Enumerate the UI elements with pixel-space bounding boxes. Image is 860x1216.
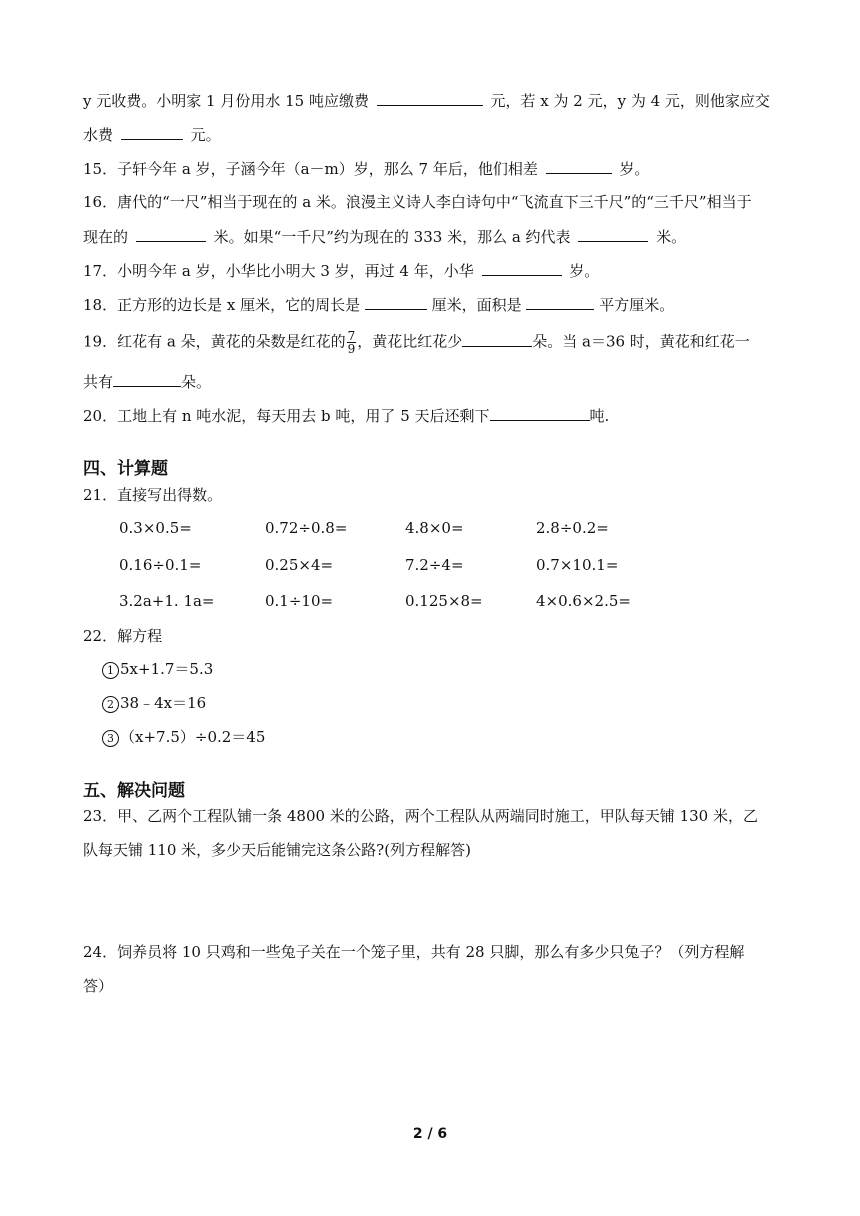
q23-text-b: 队每天铺 110 米，多少天后能铺完这条公路?(列方程解答) [83, 841, 471, 859]
equation-text: 38﹣4x＝16 [120, 694, 207, 712]
calc-item: 0.1÷10= [265, 592, 334, 610]
answer-blank[interactable] [462, 331, 532, 347]
q24-text-a: 24．饲养员将 10 只鸡和一些兔子关在一个笼子里，共有 28 只脚，那么有多少只兔子？（列方程解 [83, 943, 745, 961]
q14-line2 [83, 124, 221, 145]
question-16-line2 [83, 226, 686, 247]
question-21-prompt [83, 485, 222, 505]
calc-item: 4×0.6×2.5= [536, 592, 631, 610]
q19-text-d: 共有 [83, 373, 114, 391]
q19-text-c: 朵。当 a＝36 时，黄花和红花一 [532, 332, 750, 351]
calc-item: 0.3×0.5= [119, 519, 192, 537]
calc-item: 0.125×8= [405, 592, 483, 610]
question-22-prompt [83, 626, 162, 646]
q17-text-a: 17．小明今年 a 岁，小华比小明大 3 岁，再过 4 年，小华 [83, 262, 474, 280]
q18-text-b: 厘米，面积是 [431, 296, 522, 314]
q14-text-c: 水费 [83, 126, 114, 144]
calc-item: 3.2a+1. 1a= [119, 592, 215, 610]
answer-blank[interactable] [482, 260, 562, 276]
question-19-line2 [83, 371, 211, 392]
calc-item: 0.72÷0.8= [265, 519, 348, 537]
page-number: 2 / 6 [412, 1126, 448, 1142]
q16-text-a: 16．唐代的“一尺”相当于现在的 a 米。浪漫主义诗人李白诗句中“飞流直下三千尺”的“三千尺”相当于 [83, 193, 752, 211]
section-heading-problems: 五、解决问题 [83, 781, 185, 801]
question-15 [83, 158, 649, 179]
answer-blank[interactable] [578, 226, 648, 242]
fraction-denominator: 9 [347, 342, 356, 356]
q23-text-a: 23．甲、乙两个工程队铺一条 4800 米的公路，两个工程队从两端同时施工，甲队每天铺 130 米，乙 [83, 807, 758, 825]
question-17 [83, 260, 599, 281]
circled-number: 2 [102, 696, 119, 713]
answer-blank[interactable] [526, 294, 594, 310]
question-23-line2 [83, 840, 471, 860]
q16-text-b: 现在的 [83, 228, 129, 246]
question-18 [83, 294, 674, 315]
q14-text-a: y 元收费。小明家 1 月份用水 15 吨应缴费 [83, 92, 369, 110]
question-23-line1 [83, 806, 758, 826]
question-20 [83, 405, 609, 426]
q15-text-a: 15．子轩今年 a 岁，子涵今年（a－m）岁，那么 7 年后，他们相差 [83, 160, 538, 178]
section-heading-calculation: 四、计算题 [83, 459, 168, 479]
q14-line1 [83, 90, 770, 111]
q24-text-b: 答） [83, 977, 114, 995]
answer-blank[interactable] [377, 90, 483, 106]
equation-item [102, 726, 265, 747]
q20-text-b: 吨. [589, 407, 610, 425]
q16-text-c: 米。如果“一千尺”约为现在的 333 米，那么 a 约代表 [213, 228, 571, 246]
answer-blank[interactable] [546, 158, 612, 174]
circled-number: 3 [102, 730, 119, 747]
q19-text-b: ，黄花比红花少 [357, 332, 463, 351]
answer-blank[interactable] [113, 371, 181, 387]
equation-item [102, 692, 206, 713]
answer-blank[interactable] [121, 124, 183, 140]
calc-item: 4.8×0= [405, 519, 464, 537]
calc-item: 0.7×10.1= [536, 556, 619, 574]
q21-text: 21．直接写出得数。 [83, 486, 223, 504]
calc-item: 0.25×4= [265, 556, 334, 574]
calc-item: 7.2÷4= [405, 556, 464, 574]
q15-text-b: 岁。 [619, 160, 650, 178]
q18-text-c: 平方厘米。 [599, 296, 675, 314]
q18-text-a: 18．正方形的边长是 x 厘米，它的周长是 [83, 296, 361, 314]
q14-text-b: 元，若 x 为 2 元，y 为 4 元，则他家应交 [490, 92, 770, 110]
q14-text-d: 元。 [190, 126, 221, 144]
fraction [347, 330, 357, 355]
calc-item: 0.16÷0.1= [119, 556, 202, 574]
answer-blank[interactable] [136, 226, 206, 242]
answer-blank[interactable] [490, 405, 590, 421]
q19-text-a: 19．红花有 a 朵，黄花的朵数是红花的 [83, 332, 346, 351]
q22-text: 22．解方程 [83, 627, 163, 645]
calc-item: 2.8÷0.2= [536, 519, 609, 537]
answer-blank[interactable] [365, 294, 427, 310]
q16-text-d: 米。 [656, 228, 687, 246]
fraction-numerator: 7 [347, 329, 356, 343]
q17-text-b: 岁。 [569, 262, 600, 280]
question-16-line1 [83, 192, 752, 212]
q19-text-e: 朵。 [181, 373, 212, 391]
circled-number: 1 [102, 662, 119, 679]
question-24-line2 [83, 976, 113, 996]
question-24-line1 [83, 942, 744, 962]
equation-text: （x+7.5）÷0.2＝45 [120, 728, 266, 746]
question-19-line1 [83, 330, 750, 355]
equation-text: 5x+1.7＝5.3 [120, 660, 214, 678]
equation-item [102, 658, 213, 679]
q20-text-a: 20．工地上有 n 吨水泥，每天用去 b 吨，用了 5 天后还剩下 [83, 407, 490, 425]
